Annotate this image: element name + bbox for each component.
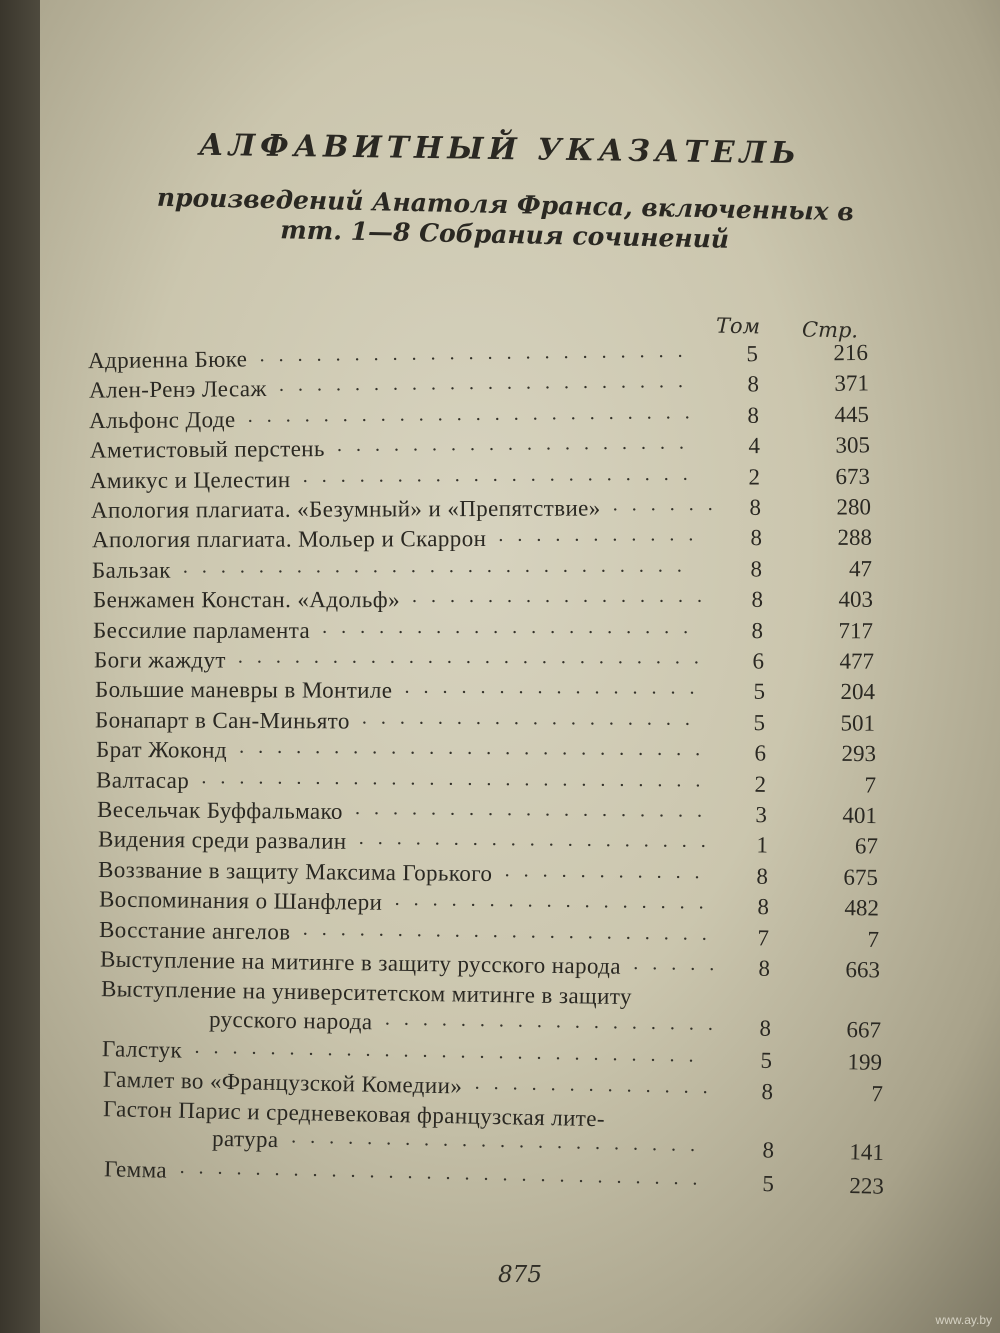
- leader-dots: ...........................: [201, 765, 715, 792]
- entry-page: 223: [849, 1172, 885, 1199]
- entry-title: Аметистовый перстень: [89, 436, 325, 463]
- subtitle-line-2: тт. 1—8 Собрания сочинений: [280, 215, 730, 254]
- entry-volume: 1: [756, 832, 768, 858]
- entry-volume: 3: [755, 802, 768, 828]
- entry-volume: 5: [762, 1170, 775, 1197]
- entry-title: Галстук: [101, 1036, 183, 1063]
- entry-page: 667: [846, 1016, 882, 1043]
- leader-dots: ....................: [322, 615, 703, 638]
- leader-dots: .........................: [237, 645, 713, 669]
- leader-dots: ......................: [290, 1125, 710, 1157]
- leader-dots: ......: [612, 492, 727, 516]
- entry-page: 663: [845, 956, 881, 983]
- entry-volume: 8: [757, 894, 770, 920]
- entry-volume: 4: [748, 433, 760, 459]
- entry-title: Гемма: [104, 1156, 168, 1183]
- entry-volume: 5: [753, 709, 766, 735]
- entry-page: 47: [849, 556, 873, 582]
- leader-dots: ..................: [362, 706, 705, 730]
- entry-title: ратура: [211, 1126, 279, 1153]
- entry-volume: 6: [752, 648, 765, 674]
- index-entry: [93, 616, 873, 644]
- leader-dots: .....................: [303, 462, 703, 487]
- leader-dots: .................: [394, 888, 718, 914]
- entry-volume: 8: [747, 402, 760, 428]
- entry-title: Апология плагиата. Мольер и Скаррон: [91, 526, 486, 553]
- book-gutter-shadow: [0, 0, 40, 1333]
- entry-title: Выступление на университетском митинге в защиту: [100, 976, 632, 1010]
- entry-volume: 6: [754, 740, 766, 766]
- leader-dots: ......................: [303, 917, 722, 945]
- entry-volume: 2: [754, 771, 767, 797]
- entry-page: 717: [838, 617, 874, 643]
- entry-page: 288: [837, 525, 872, 551]
- entry-page: 141: [848, 1139, 884, 1166]
- entry-page: 293: [841, 741, 876, 767]
- index-entry: [98, 826, 878, 861]
- index-list: [40, 0, 1000, 1333]
- entry-volume: 5: [760, 1047, 773, 1074]
- entry-title: Воззвание в защиту Максима Горького: [98, 856, 493, 886]
- index-entry: [92, 555, 872, 584]
- index-entry: [92, 524, 872, 554]
- entry-page: 501: [840, 710, 876, 736]
- leader-dots: ................: [404, 676, 709, 700]
- entry-title: Выступление на митинге в защиту русского народа: [99, 946, 622, 979]
- entry-title: Гамлет во «Французской Комедии»: [102, 1066, 463, 1099]
- entry-volume: 5: [746, 341, 759, 367]
- entry-page: 673: [835, 463, 871, 489]
- page-number: 875: [498, 1262, 542, 1288]
- entry-volume: 8: [758, 955, 771, 981]
- index-entry: [90, 432, 870, 465]
- entry-title: Альфонс Доде: [89, 406, 236, 433]
- leader-dots: .............: [474, 1071, 722, 1098]
- entry-page: 7: [870, 1080, 883, 1106]
- entry-title: Бенжамен Констан. «Адольф»: [92, 587, 400, 613]
- entry-page: 445: [834, 401, 870, 427]
- index-entry: [93, 586, 873, 615]
- entry-title: Видения среди развалин: [97, 826, 347, 855]
- entry-volume: 8: [750, 556, 763, 582]
- entry-page: 199: [847, 1049, 883, 1076]
- leader-dots: ...................: [358, 827, 720, 853]
- entry-title: Боги жаждут: [94, 647, 226, 673]
- entry-page: 67: [854, 833, 878, 859]
- entry-volume: 8: [750, 525, 762, 551]
- entry-volume: 2: [748, 464, 761, 490]
- leader-dots: ......................: [278, 370, 697, 397]
- entry-title: Апология плагиата. «Безумный» и «Препятствие»: [90, 495, 601, 523]
- entry-volume: 7: [757, 925, 770, 951]
- leader-dots: ........................: [247, 400, 704, 427]
- entry-page: 477: [839, 648, 875, 674]
- index-entry: [95, 706, 875, 737]
- entry-volume: 8: [751, 586, 763, 613]
- entry-volume: 8: [756, 863, 769, 889]
- entry-page: 401: [842, 802, 878, 829]
- leader-dots: ...................: [336, 431, 698, 457]
- entry-page: 280: [836, 494, 872, 520]
- entry-volume: 8: [746, 371, 759, 397]
- entry-volume: 8: [761, 1137, 774, 1164]
- entry-page: 7: [867, 926, 880, 952]
- leader-dots: ...................: [355, 796, 717, 822]
- entry-page: 216: [833, 339, 869, 366]
- entry-title: Амикус и Целестин: [90, 466, 292, 493]
- leader-dots: .......................: [259, 339, 697, 367]
- entry-title: Валтасар: [96, 767, 190, 793]
- entry-page: 371: [833, 370, 869, 397]
- index-entry: [95, 676, 875, 706]
- leader-dots: ...........................: [183, 554, 697, 578]
- entry-title: Восстание ангелов: [99, 916, 292, 945]
- entry-title: Воспоминания о Шанфлери: [98, 886, 383, 915]
- watermark-text: www.ay.by: [935, 1313, 992, 1327]
- entry-title: русского народа: [209, 1006, 374, 1035]
- entry-page: 305: [835, 432, 870, 458]
- entry-title: Брат Жоконд: [95, 737, 227, 763]
- entry-title: Весельчак Буффальмако: [96, 796, 344, 824]
- leader-dots: .........................: [238, 735, 715, 761]
- column-header-page: Стр.: [801, 317, 859, 343]
- entry-volume: 8: [760, 1078, 773, 1104]
- entry-volume: 5: [753, 679, 765, 705]
- entry-page: 7: [864, 772, 877, 798]
- index-entry: [90, 462, 870, 494]
- entry-title: Большие маневры в Монтиле: [94, 677, 393, 704]
- entry-title: Ален-Ренэ Лесаж: [88, 376, 267, 403]
- entry-page: 204: [840, 679, 875, 705]
- entry-volume: 8: [759, 1015, 772, 1041]
- leader-dots: ................: [411, 585, 716, 608]
- subtitle-line-1: произведений Анатоля Франса, включенных в: [156, 182, 855, 227]
- leader-dots: .....: [633, 952, 729, 976]
- entry-page: 675: [843, 864, 879, 890]
- leader-dots: ...........: [497, 523, 708, 547]
- entry-volume: 8: [751, 617, 764, 643]
- leader-dots: ...........................: [194, 1035, 708, 1067]
- entry-title: Бессилие парламента: [93, 617, 311, 643]
- entry-page: 482: [844, 895, 879, 921]
- index-title: АЛФАВИТНЫЙ УКАЗАТЕЛЬ: [198, 127, 802, 172]
- entry-title: Бонапарт в Сан-Миньято: [95, 707, 351, 734]
- entry-title: Адриенна Бюке: [87, 346, 248, 374]
- entry-page: 403: [838, 586, 873, 612]
- entry-title: Гастон Парис и средневековая французская лите-: [102, 1096, 606, 1132]
- entry-volume: 8: [749, 494, 762, 520]
- leader-dots: ..................: [385, 1007, 728, 1035]
- leader-dots: ............................: [179, 1155, 713, 1190]
- index-entry: [91, 493, 871, 524]
- entry-title: Бальзак: [92, 557, 172, 583]
- leader-dots: ...........: [504, 858, 715, 884]
- book-page: [40, 0, 1000, 1333]
- index-entry: [94, 646, 874, 675]
- column-header-volume: Том: [715, 313, 761, 339]
